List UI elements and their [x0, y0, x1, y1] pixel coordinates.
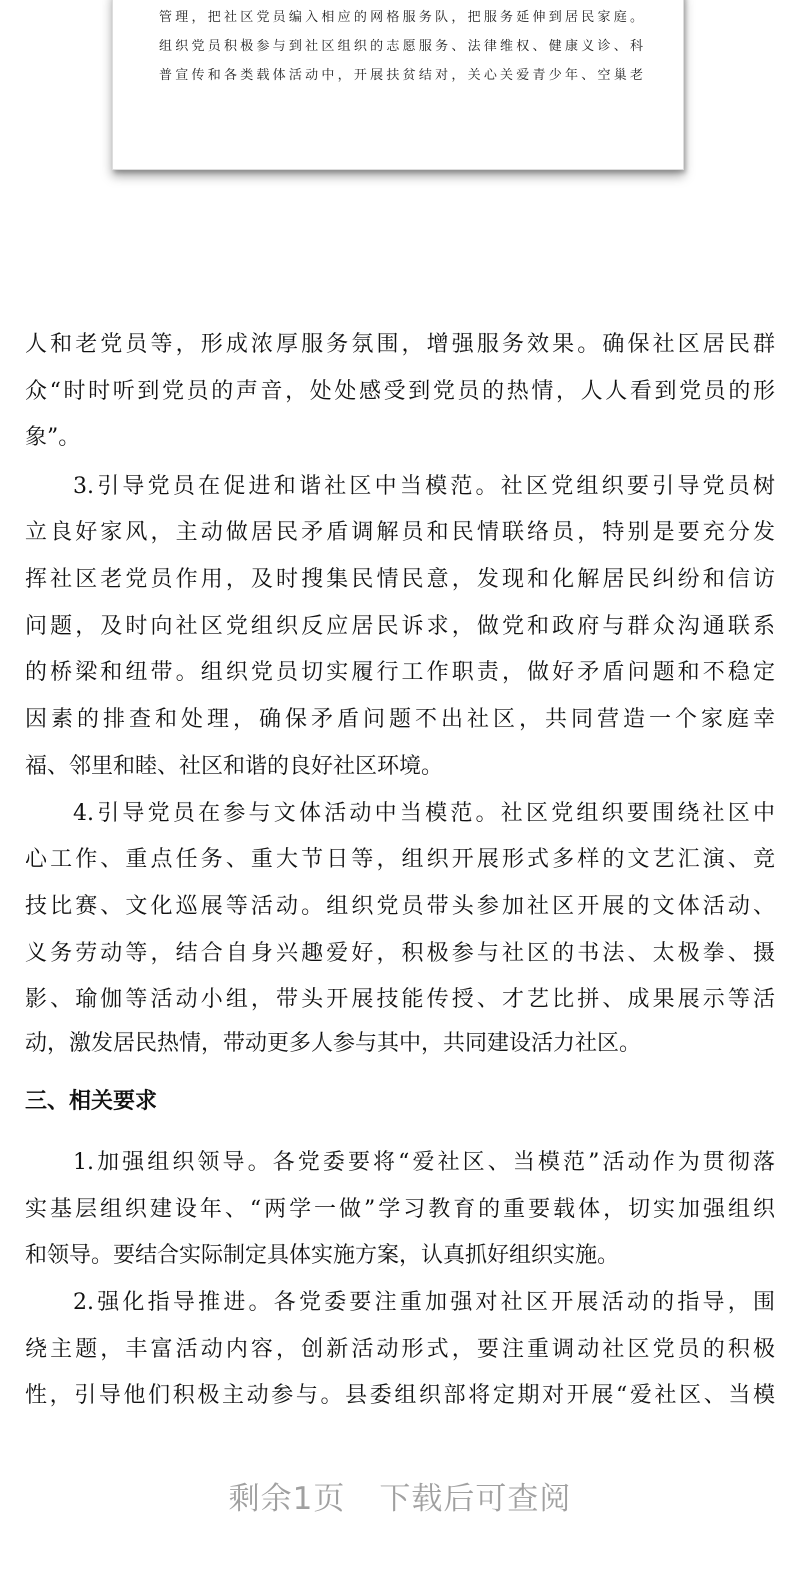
paragraph-line: 动，激发居民热情，带动更多人参与其中，共同建设活力社区。 [25, 1031, 642, 1056]
download-to-view-label: 下载后可查阅 [379, 1481, 572, 1517]
paragraph-line: 3.引导党员在促进和谐社区中当模范。社区党组织要引导党员树 [73, 474, 775, 499]
paragraph-line: 绕主题，丰富活动内容，创新活动形式，要注重调动社区党员的积极 [25, 1337, 775, 1362]
paragraph-line: 人和老党员等，形成浓厚服务氛围，增强服务效果。确保社区居民群 [25, 332, 775, 357]
paragraph-line: 义务劳动等，结合自身兴趣爱好，积极参与社区的书法、太极拳、摄 [25, 941, 775, 966]
paragraph-line: 象”。 [25, 425, 81, 450]
card-text-line: 普宣传和各类载体活动中，开展扶贫结对，关心关爱青少年、空巢老 [159, 68, 643, 83]
paragraph-line: 性，引导他们积极主动参与。县委组织部将定期对开展“爱社区、当模 [25, 1383, 775, 1408]
paragraph-line: 2.强化指导推进。各党委要注重加强对社区开展活动的指导，围 [73, 1290, 775, 1315]
paragraph-line: 立良好家风，主动做居民矛盾调解员和民情联络员，特别是要充分发 [25, 520, 775, 545]
paragraph-line: 心工作、重点任务、重大节日等，组织开展形式多样的文艺汇演、竞 [25, 847, 775, 872]
paragraph-line: 影、瑜伽等活动小组，带头开展技能传授、才艺比拼、成果展示等活 [25, 987, 775, 1012]
card-text-line: 组织党员积极参与到社区组织的志愿服务、法律维权、健康义诊、科 [159, 39, 643, 54]
paragraph-line: 的桥梁和纽带。组织党员切实履行工作职责，做好矛盾问题和不稳定 [25, 660, 775, 685]
paragraph-line: 福、邻里和睦、社区和谐的良好社区环境。 [25, 754, 444, 779]
paragraph-line: 实基层组织建设年、“两学一做”学习教育的重要载体，切实加强组织 [25, 1197, 775, 1222]
download-prompt[interactable] [0, 1473, 800, 1518]
paragraph-line: 问题，及时向社区党组织反应居民诉求，做党和政府与群众沟通联系 [25, 614, 775, 639]
paragraph-line: 和领导。要结合实际制定具体实施方案，认真抓好组织实施。 [25, 1243, 620, 1268]
paragraph-line: 挥社区老党员作用，及时搜集民情民意，发现和化解居民纠纷和信访 [25, 567, 775, 592]
card-text-line: 管理，把社区党员编入相应的网格服务队，把服务延伸到居民家庭。 [159, 10, 643, 25]
remaining-pages-label: 剩余1页 [228, 1481, 346, 1517]
paragraph-line: 技比赛、文化巡展等活动。组织党员带头参加社区开展的文体活动、 [25, 894, 775, 919]
paragraph-line: 1.加强组织领导。各党委要将“爱社区、当模范”活动作为贯彻落 [73, 1150, 775, 1175]
preview-page-card [112, 0, 684, 170]
section-heading: 三、相关要求 [25, 1089, 158, 1114]
paragraph-line: 众“时时听到党员的声音，处处感受到党员的热情，人人看到党员的形 [25, 379, 775, 404]
paragraph-line: 因素的排查和处理，确保矛盾问题不出社区，共同营造一个家庭幸 [25, 707, 775, 732]
paragraph-line: 4.引导党员在参与文体活动中当模范。社区党组织要围绕社区中 [73, 801, 775, 826]
